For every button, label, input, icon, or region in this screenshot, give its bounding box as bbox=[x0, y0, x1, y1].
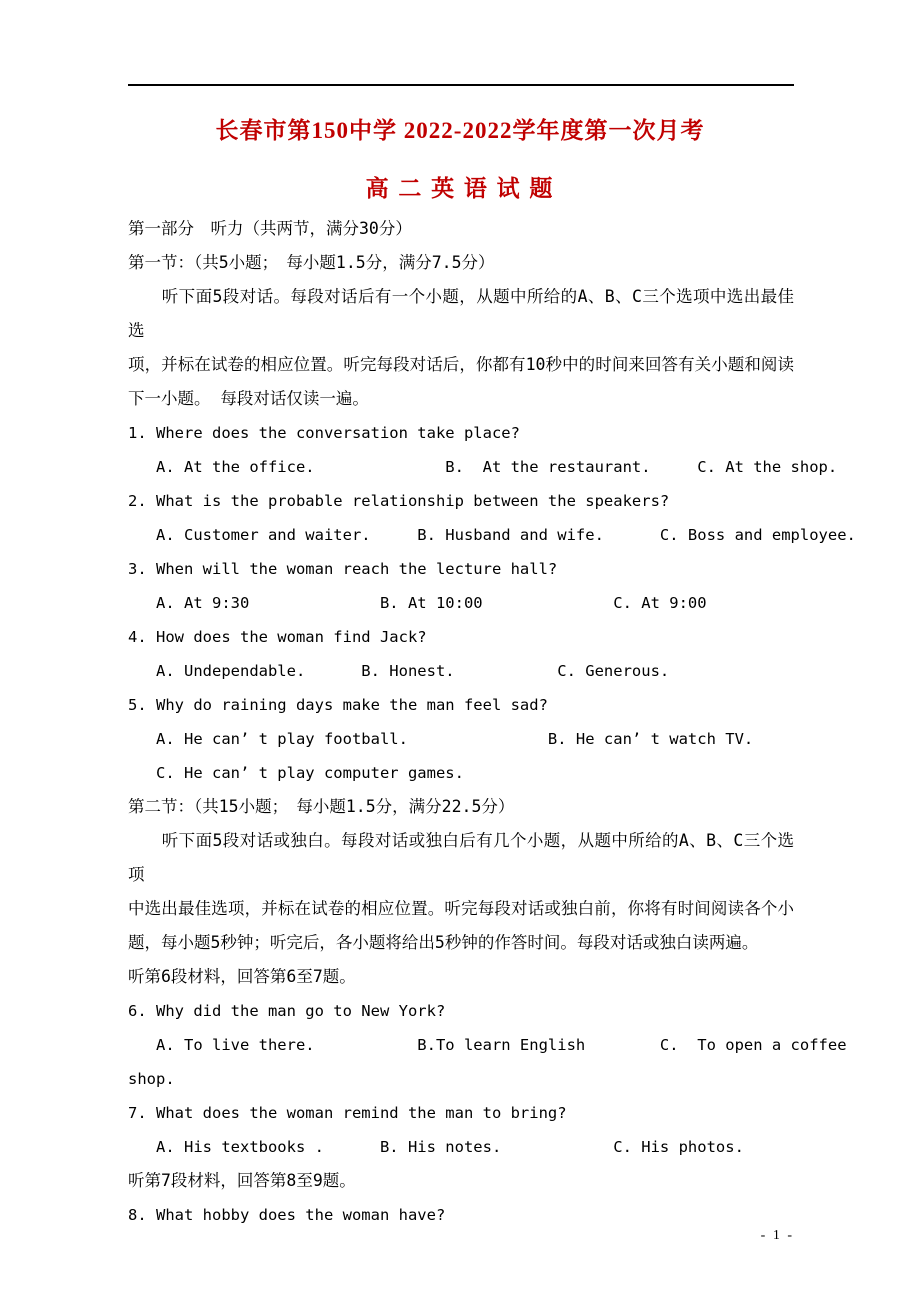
text-line: 5. Why do raining days make the man feel sad? bbox=[128, 696, 548, 714]
header-rule bbox=[128, 84, 794, 86]
text-line: C. He can’ t play computer games. bbox=[128, 764, 464, 782]
text-line: 第二节：（共15小题； 每小题1.5分，满分22.5分） bbox=[128, 797, 515, 816]
text-line: 听第7段材料，回答第8至9题。 bbox=[128, 1171, 356, 1190]
text-line: 第一部分 听力（共两节，满分30分） bbox=[128, 219, 412, 238]
text-line: 中选出最佳选项，并标在试卷的相应位置。听完每段对话或独白前，你将有时间阅读各个小 bbox=[128, 899, 794, 918]
text-line: A. Customer and waiter. B. Husband and wife. C. Boss and employee. bbox=[128, 526, 856, 544]
text-line: 7. What does the woman remind the man to bring? bbox=[128, 1104, 567, 1122]
text-line: 3. When will the woman reach the lecture hall? bbox=[128, 560, 558, 578]
text-line: A. At 9:30 B. At 10:00 C. At 9:00 bbox=[128, 594, 707, 612]
text-line: A. He can’ t play football. B. He can’ t watch TV. bbox=[128, 730, 754, 748]
text-line: 听第6段材料，回答第6至7题。 bbox=[128, 967, 356, 986]
text-line: A. At the office. B. At the restaurant. C. At the shop. bbox=[128, 458, 838, 476]
text-line: A. Undependable. B. Honest. C. Generous. bbox=[128, 662, 670, 680]
exam-subtitle: 高 二 英 语 试 题 bbox=[365, 176, 555, 201]
text-line: 6. Why did the man go to New York? bbox=[128, 1002, 446, 1020]
text-line: 下一小题。 每段对话仅读一遍。 bbox=[128, 389, 369, 408]
exam-title: 长春市第150中学 2022-2022学年度第一次月考 bbox=[215, 118, 705, 143]
text-line: 听下面5段对话。每段对话后有一个小题，从题中所给的A、B、C三个选项中选出最佳选 bbox=[128, 287, 794, 340]
text-line: 4. How does the woman find Jack? bbox=[128, 628, 427, 646]
text-line: A. His textbooks . B. His notes. C. His photos. bbox=[128, 1138, 744, 1156]
text-line: A. To live there. B.To learn English C. To open a coffee bbox=[128, 1036, 847, 1054]
document-lines bbox=[128, 212, 856, 1232]
page-number: - 1 - bbox=[760, 1228, 794, 1243]
text-line: shop. bbox=[128, 1070, 175, 1088]
text-line: 项，并标在试卷的相应位置。听完每段对话后，你都有10秒中的时间来回答有关小题和阅读 bbox=[128, 355, 794, 374]
text-line: 1. Where does the conversation take place? bbox=[128, 424, 520, 442]
text-line: 2. What is the probable relationship between the speakers? bbox=[128, 492, 670, 510]
text-line: 第一节：（共5小题； 每小题1.5分，满分7.5分） bbox=[128, 253, 495, 272]
text-line: 听下面5段对话或独白。每段对话或独白后有几个小题，从题中所给的A、B、C三个选项 bbox=[128, 831, 794, 884]
text-line: 题，每小题5秒钟；听完后，各小题将给出5秒钟的作答时间。每段对话或独白读两遍。 bbox=[128, 933, 759, 952]
text-line: 8. What hobby does the woman have? bbox=[128, 1206, 446, 1224]
